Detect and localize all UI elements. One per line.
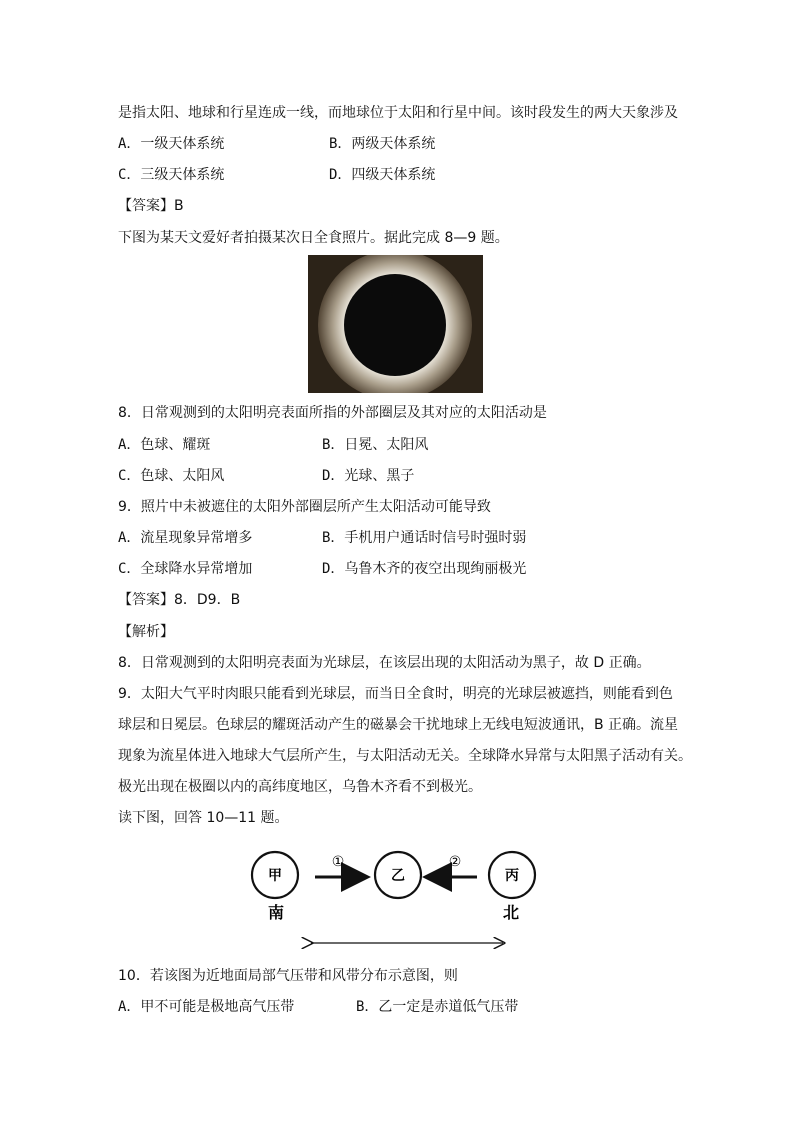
q8-option-d: D．光球、黑子	[322, 468, 415, 484]
q9-stem: 9．照片中未被遮住的太阳外部圈层所产生太阳活动可能导致	[118, 499, 491, 515]
read-diagram-instruction: 读下图，回答 10—11 题。	[118, 810, 289, 826]
analysis-8: 8．日常观测到的太阳明亮表面为光球层，在该层出现的太阳活动为黑子，故 D 正确。	[118, 655, 651, 671]
analysis-title: 【解析】	[118, 624, 174, 640]
moon-disk	[344, 274, 446, 376]
intro-line: 是指太阳、地球和行星连成一线，而地球位于太阳和行星中间。该时段发生的两大天象涉及	[118, 105, 678, 121]
q9-option-b: B．手机用户通话时信号时强时弱	[322, 530, 527, 546]
q8-stem: 8．日常观测到的太阳明亮表面所指的外部圈层及其对应的太阳活动是	[118, 405, 547, 421]
answer-2: 【答案】8．D9．B	[118, 592, 241, 608]
q8-option-a: A．色球、耀斑	[118, 437, 211, 453]
option-d: D．四级天体系统	[329, 167, 436, 183]
analysis-9-line-2: 球层和日冕层。色球层的耀斑活动产生的磁暴会干扰地球上无线电短波通讯，B 正确。流星	[118, 717, 679, 733]
node-mid-label: 乙	[391, 868, 405, 884]
q8-option-b: B．日冕、太阳风	[322, 437, 429, 453]
south-label: 南	[267, 903, 285, 922]
north-label: 北	[502, 903, 520, 922]
q9-option-a: A．流星现象异常增多	[118, 530, 253, 546]
arrow-1-label: ①	[331, 854, 345, 870]
q9-option-d: D．乌鲁木齐的夜空出现绚丽极光	[322, 561, 527, 577]
photo-intro: 下图为某天文爱好者拍摄某次日全食照片。据此完成 8—9 题。	[118, 230, 509, 246]
pressure-wind-diagram	[245, 845, 545, 955]
analysis-9-line-3: 现象为流星体进入地球大气层所产生，与太阳活动无关。全球降水异常与太阳黑子活动有关。	[118, 748, 692, 764]
analysis-9-line-1: 9．太阳大气平时肉眼只能看到光球层，而当日全食时，明亮的光球层被遮挡，则能看到色	[118, 686, 673, 702]
node-left-label: 甲	[268, 868, 282, 884]
analysis-9-line-4: 极光出现在极圈以内的高纬度地区，乌鲁木齐看不到极光。	[118, 779, 482, 795]
option-a: A．一级天体系统	[118, 136, 225, 152]
q9-option-c: C．全球降水异常增加	[118, 561, 253, 577]
q10-stem: 10．若该图为近地面局部气压带和风带分布示意图，则	[118, 968, 458, 984]
arrow-2-label: ②	[448, 854, 462, 870]
option-c: C．三级天体系统	[118, 167, 225, 183]
q10-option-a: A．甲不可能是极地高气压带	[118, 999, 295, 1015]
node-right-label: 丙	[505, 868, 519, 884]
q8-option-c: C．色球、太阳风	[118, 468, 225, 484]
solar-eclipse-photo	[308, 255, 483, 393]
option-b: B．两级天体系统	[329, 136, 436, 152]
pressure-wind-diagram-svg	[245, 845, 545, 955]
answer-1: 【答案】B	[118, 198, 184, 214]
q10-option-b: B．乙一定是赤道低气压带	[356, 999, 519, 1015]
